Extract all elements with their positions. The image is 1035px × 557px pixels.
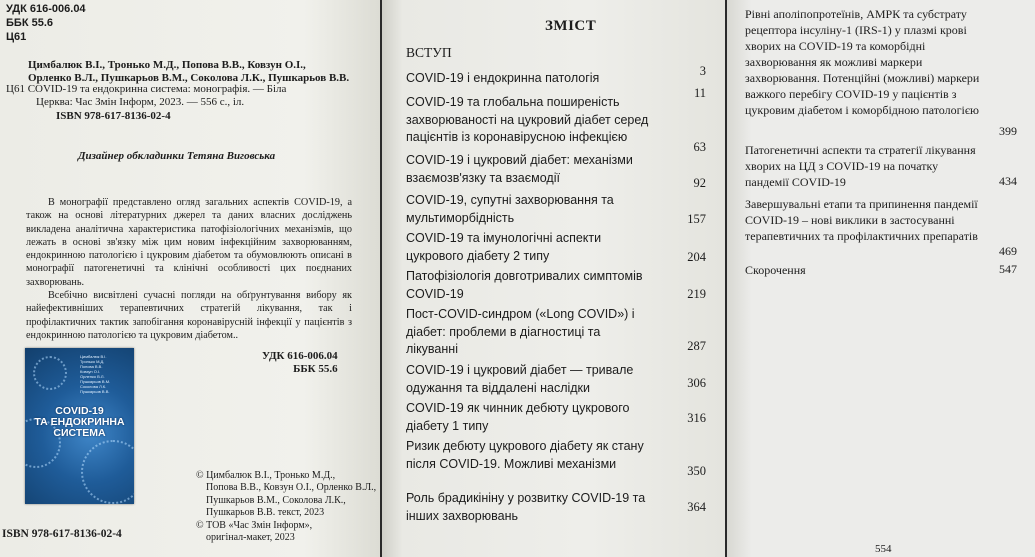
cover-author: Орленко В.Л. bbox=[80, 374, 105, 379]
toc-page-number: 204 bbox=[687, 250, 706, 264]
bbk-code-bottom: ББК 55.6 bbox=[293, 363, 338, 375]
copyright-line: © ТОВ «Час Змін Інформ», bbox=[196, 519, 313, 531]
toc-page-number: 316 bbox=[687, 411, 706, 425]
toc-entry: ВСТУП bbox=[406, 45, 452, 60]
toc-page-number: 547 bbox=[999, 262, 1017, 276]
toc-page-number: 434 bbox=[999, 174, 1017, 188]
toc-entry: COVID-19 і цукровий діабет — тривале одужання та віддалені наслідки bbox=[406, 363, 634, 395]
cover-title bbox=[25, 406, 134, 439]
bib-line-2: Церква: Час Змін Інформ, 2023. — 556 с., іл. bbox=[36, 96, 245, 108]
udk-code-bottom: УДК 616-006.04 bbox=[262, 350, 338, 362]
toc-entry: COVID-19 та імунологічні аспекти цукрового діабету 2 типу bbox=[406, 231, 602, 263]
copyright-line: оригінал-макет, 2023 bbox=[206, 532, 295, 544]
cover-author: Соколова Л.К. bbox=[80, 384, 107, 389]
isbn-middle: ISBN 978-617-8136-02-4 bbox=[56, 110, 171, 122]
cover-designer-credit: Дизайнер обкладинки Тетяна Виговська bbox=[78, 150, 276, 162]
toc-page-number: 350 bbox=[687, 464, 706, 478]
toc-page-number: 63 bbox=[693, 140, 706, 154]
toc-page-number: 157 bbox=[687, 212, 706, 226]
toc-entry: Скорочення bbox=[745, 263, 806, 277]
toc-entry: Патогенетичні аспекти та стратегії лікування хворих на ЦД з COVID-19 на початку пандемії COVID-19 bbox=[745, 143, 976, 189]
copyright-line: Пушкарьов В.В. текст, 2023 bbox=[206, 507, 325, 519]
virus-decoration bbox=[81, 440, 134, 504]
toc-page-number: 287 bbox=[687, 339, 706, 353]
abstract-paragraph: В монографії представлено огляд загальних аспектів COVID-19, а також на основі літературних джерел та даних власних досліджень викладена аналітична характеристика патофізіологічних механізмів, що лежать в основі зв'язку між цим новим інфекційним захворюванням, ендокринною патологією і цукровим діабетом та обумовлюють описані в монографії патогенетичні та клінічні особливості цих поєднаних захворювань. bbox=[26, 197, 352, 288]
abstract-paragraph: Всебічно висвітлені сучасні погляди на обґрунтування вибору як найефективніших терапевтичних стратегій лікування, так і профілактичних тактик запобігання коронавірусній інфекції у пацієнтів з ендокринною патологією та цукровим діабетом.. bbox=[26, 290, 352, 341]
toc-page-number: 399 bbox=[999, 124, 1017, 138]
authors-line-2: Орленко В.Л., Пушкарьов В.М., Соколова Л.К., Пушкарьов В.В. bbox=[28, 72, 350, 84]
toc-page-number: 11 bbox=[693, 86, 706, 100]
authors-line-1: Цимбалюк В.І., Тронько М.Д., Попова В.В., Ковзун О.І., bbox=[28, 59, 306, 71]
toc-entry: COVID-19 і цукровий діабет: механізми взаємозв'язку та взаємодії bbox=[406, 153, 633, 185]
toc-page-number: 306 bbox=[687, 376, 706, 390]
author-mark: Ц61 bbox=[6, 31, 27, 43]
cover-title-line: СИСТЕМА bbox=[53, 427, 106, 439]
contents-page bbox=[382, 0, 725, 557]
udk-code: УДК 616-006.04 bbox=[6, 3, 86, 15]
toc-entry: COVID-19, супутні захворювання та мультиморбідність bbox=[406, 193, 614, 225]
toc-page-number: 469 bbox=[999, 244, 1017, 258]
authors-line bbox=[28, 59, 349, 85]
cover-author: Пушкарьов В.В. bbox=[80, 389, 110, 394]
cover-author: Ковзун О.І. bbox=[80, 369, 101, 374]
cover-author: Пушкарьов В.М. bbox=[80, 379, 111, 384]
contents-page-continued bbox=[727, 0, 1035, 557]
left-page bbox=[0, 0, 380, 557]
toc-entry: Роль брадикініну у розвитку COVID-19 та інших захворювань bbox=[406, 491, 646, 523]
toc-entry: COVID-19 та глобальна поширеність захворюваності на цукровий діабет серед пацієнтів із коронавірусною інфекцією bbox=[406, 95, 649, 144]
isbn-bottom: ISBN 978-617-8136-02-4 bbox=[2, 528, 122, 540]
cover-title-line: COVID-19 bbox=[55, 405, 104, 417]
toc-page-number: 3 bbox=[699, 64, 706, 78]
book-cover-thumbnail bbox=[25, 348, 134, 504]
copyright-block bbox=[196, 470, 376, 544]
toc-entry: Пост-COVID-синдром («Long COVID») і діабет: проблеми в діагностиці та лікуванні bbox=[406, 307, 635, 356]
toc-entry: Патофізіологія довготривалих симптомів COVID-19 bbox=[406, 269, 643, 301]
cover-authors bbox=[80, 354, 130, 394]
cover-author: Цимбалюк В.І. bbox=[80, 354, 107, 359]
copyright-line: Пушкарьов В.М., Соколова Л.К., bbox=[206, 494, 346, 506]
copyright-line: Попова В.В., Ковзун О.І., Орленко В.Л., bbox=[206, 482, 377, 494]
cover-author: Попова В.В. bbox=[80, 364, 103, 369]
bibliographic-record bbox=[6, 83, 286, 109]
abstract bbox=[26, 196, 352, 342]
page-number: 554 bbox=[875, 543, 892, 555]
copyright-line: © Цимбалюк В.І., Тронько М.Д., bbox=[196, 470, 336, 481]
contents-title: ЗМІСТ bbox=[545, 18, 597, 34]
cover-title-line: ТА ЕНДОКРИННА bbox=[34, 416, 125, 428]
udk-top-block bbox=[6, 2, 86, 44]
cover-author: Тронько М.Д. bbox=[80, 359, 105, 364]
toc-entry: Ризик дебюту цукрового діабету як стану після COVID-19. Можливі механізми bbox=[406, 439, 644, 471]
toc-page-number: 364 bbox=[687, 500, 706, 514]
toc-entry: Завершувальні етапи та припинення пандемії COVID-19 – нові виклики в застосуванні терапевтичних та профілактичних препаратів bbox=[745, 197, 978, 243]
udk-bottom-block bbox=[262, 350, 338, 376]
toc-page-number: 219 bbox=[687, 287, 706, 301]
virus-decoration bbox=[33, 356, 67, 390]
toc-page-number: 92 bbox=[693, 176, 706, 190]
toc-entry: COVID-19 і ендокринна патологія bbox=[406, 71, 600, 85]
bbk-code: ББК 55.6 bbox=[6, 17, 53, 29]
toc-entry: Рівні аполіпопротеїнів, АМРК та субстрату рецептора інсуліну-1 (IRS-1) у плазмі крові хворих на COVID-19 та коморбідні захворювання як можливі маркери захворювання. Потенційні (можливі) маркери важкого перебігу COVID-19 у пацієнтів з цукровим діабетом і коморбідною патологією bbox=[745, 7, 980, 117]
bib-line-1: Ц61 COVID-19 та ендокринна система: монографія. — Біла bbox=[6, 83, 287, 95]
toc-entry: COVID-19 як чинник дебюту цукрового діабету 1 типу bbox=[406, 401, 630, 433]
